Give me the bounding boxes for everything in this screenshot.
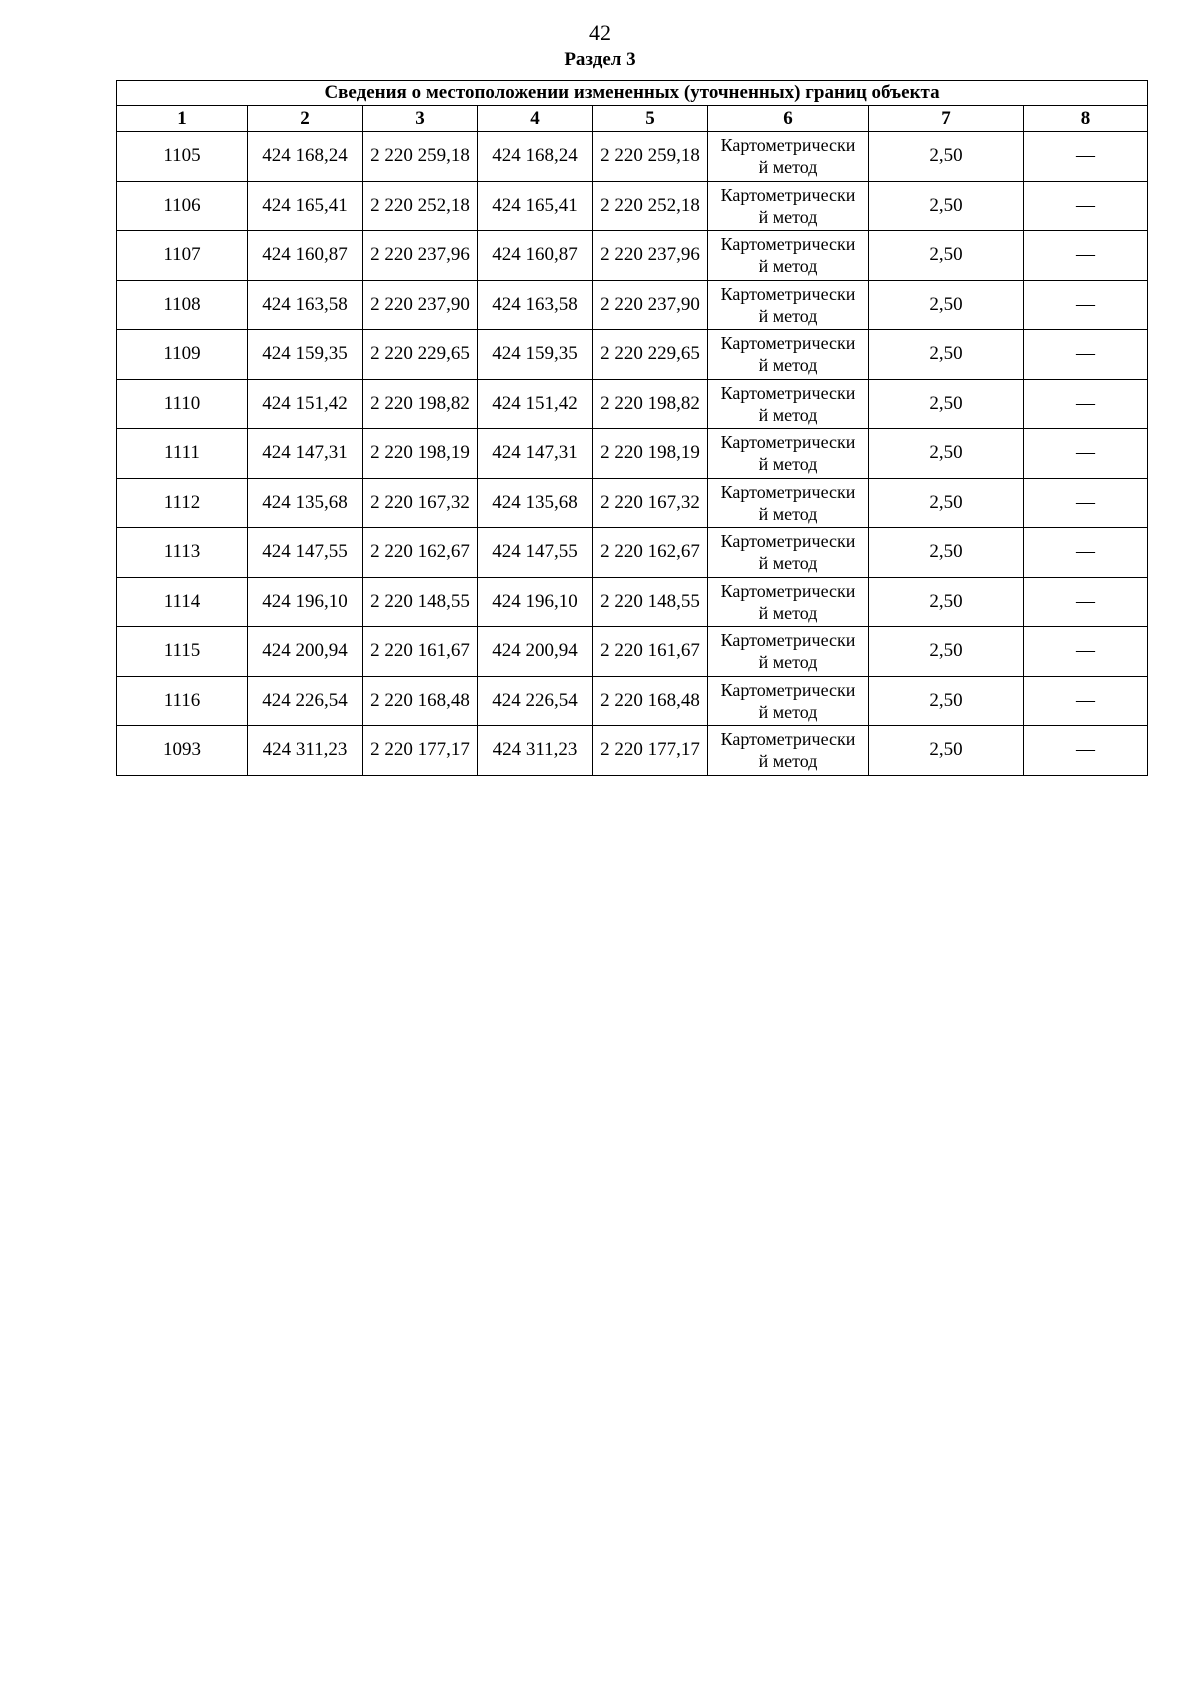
y-new-cell: 2 220 198,82 [593,379,708,429]
method-cell [708,726,869,776]
x-existing-cell: 424 165,41 [248,181,363,231]
note-cell: — [1024,676,1148,726]
column-number: 4 [478,106,593,132]
y-existing-cell: 2 220 148,55 [363,577,478,627]
y-existing-cell: 2 220 229,65 [363,330,478,380]
table-row [117,132,1148,182]
point-number-cell: 1114 [117,577,248,627]
accuracy-cell: 2,50 [869,330,1024,380]
x-new-cell: 424 163,58 [478,280,593,330]
accuracy-cell: 2,50 [869,429,1024,479]
method-line-2: й метод [758,404,818,425]
x-existing-cell: 424 311,23 [248,726,363,776]
point-number-cell: 1105 [117,132,248,182]
column-number: 5 [593,106,708,132]
y-new-cell: 2 220 177,17 [593,726,708,776]
y-existing-cell: 2 220 162,67 [363,528,478,578]
point-number-cell: 1107 [117,231,248,281]
method-line-1: Картометрически [720,135,856,156]
y-existing-cell: 2 220 237,90 [363,280,478,330]
y-new-cell: 2 220 237,96 [593,231,708,281]
x-existing-cell: 424 226,54 [248,676,363,726]
x-existing-cell: 424 135,68 [248,478,363,528]
method-line-2: й метод [758,206,818,227]
table-row [117,726,1148,776]
x-new-cell: 424 165,41 [478,181,593,231]
method-cell [708,528,869,578]
y-existing-cell: 2 220 161,67 [363,627,478,677]
y-new-cell: 2 220 168,48 [593,676,708,726]
column-number: 2 [248,106,363,132]
point-number-cell: 1113 [117,528,248,578]
x-existing-cell: 424 147,31 [248,429,363,479]
column-number: 1 [117,106,248,132]
table-row [117,577,1148,627]
boundary-coordinates-table [116,80,1148,776]
y-existing-cell: 2 220 177,17 [363,726,478,776]
note-cell: — [1024,379,1148,429]
method-line-2: й метод [758,355,818,376]
method-cell [708,478,869,528]
method-cell [708,330,869,380]
method-line-1: Картометрически [720,283,856,304]
accuracy-cell: 2,50 [869,379,1024,429]
table-caption: Сведения о местоположении измененных (уточненных) границ объекта [117,81,1148,106]
method-line-1: Картометрически [720,382,856,403]
table-row [117,231,1148,281]
method-line-2: й метод [758,454,818,475]
column-number: 3 [363,106,478,132]
x-new-cell: 424 159,35 [478,330,593,380]
note-cell: — [1024,478,1148,528]
table-row [117,627,1148,677]
method-cell [708,132,869,182]
point-number-cell: 1110 [117,379,248,429]
method-line-2: й метод [758,256,818,277]
method-line-2: й метод [758,652,818,673]
accuracy-cell: 2,50 [869,181,1024,231]
y-new-cell: 2 220 229,65 [593,330,708,380]
x-new-cell: 424 226,54 [478,676,593,726]
method-cell [708,280,869,330]
table-row [117,330,1148,380]
note-cell: — [1024,231,1148,281]
method-line-1: Картометрически [720,580,856,601]
accuracy-cell: 2,50 [869,280,1024,330]
point-number-cell: 1115 [117,627,248,677]
y-new-cell: 2 220 161,67 [593,627,708,677]
point-number-cell: 1106 [117,181,248,231]
method-cell [708,577,869,627]
accuracy-cell: 2,50 [869,528,1024,578]
y-existing-cell: 2 220 168,48 [363,676,478,726]
accuracy-cell: 2,50 [869,676,1024,726]
method-line-1: Картометрически [720,432,856,453]
table-row [117,280,1148,330]
accuracy-cell: 2,50 [869,132,1024,182]
note-cell: — [1024,528,1148,578]
column-number: 6 [708,106,869,132]
x-existing-cell: 424 159,35 [248,330,363,380]
method-cell [708,379,869,429]
x-existing-cell: 424 200,94 [248,627,363,677]
note-cell: — [1024,132,1148,182]
note-cell: — [1024,280,1148,330]
x-new-cell: 424 311,23 [478,726,593,776]
method-cell [708,429,869,479]
method-line-2: й метод [758,602,818,623]
x-existing-cell: 424 160,87 [248,231,363,281]
method-line-1: Картометрически [720,531,856,552]
method-line-2: й метод [758,305,818,326]
method-line-2: й метод [758,751,818,772]
y-existing-cell: 2 220 259,18 [363,132,478,182]
y-new-cell: 2 220 162,67 [593,528,708,578]
x-new-cell: 424 168,24 [478,132,593,182]
method-line-1: Картометрически [720,630,856,651]
y-new-cell: 2 220 148,55 [593,577,708,627]
point-number-cell: 1112 [117,478,248,528]
point-number-cell: 1093 [117,726,248,776]
column-number: 7 [869,106,1024,132]
column-number: 8 [1024,106,1148,132]
x-existing-cell: 424 151,42 [248,379,363,429]
table-row [117,528,1148,578]
y-existing-cell: 2 220 198,82 [363,379,478,429]
y-new-cell: 2 220 167,32 [593,478,708,528]
table-body [117,132,1148,776]
method-cell [708,231,869,281]
x-existing-cell: 424 196,10 [248,577,363,627]
x-existing-cell: 424 147,55 [248,528,363,578]
y-existing-cell: 2 220 198,19 [363,429,478,479]
table-row [117,429,1148,479]
note-cell: — [1024,429,1148,479]
method-cell [708,676,869,726]
section-title: Раздел 3 [564,49,636,70]
note-cell: — [1024,181,1148,231]
point-number-cell: 1111 [117,429,248,479]
x-new-cell: 424 200,94 [478,627,593,677]
x-new-cell: 424 135,68 [478,478,593,528]
method-line-2: й метод [758,157,818,178]
x-existing-cell: 424 163,58 [248,280,363,330]
accuracy-cell: 2,50 [869,726,1024,776]
point-number-cell: 1108 [117,280,248,330]
y-new-cell: 2 220 237,90 [593,280,708,330]
x-new-cell: 424 151,42 [478,379,593,429]
y-new-cell: 2 220 252,18 [593,181,708,231]
table-row [117,181,1148,231]
y-existing-cell: 2 220 167,32 [363,478,478,528]
accuracy-cell: 2,50 [869,577,1024,627]
note-cell: — [1024,577,1148,627]
method-line-2: й метод [758,553,818,574]
table-row [117,478,1148,528]
point-number-cell: 1116 [117,676,248,726]
method-line-1: Картометрически [720,184,856,205]
y-new-cell: 2 220 198,19 [593,429,708,479]
note-cell: — [1024,330,1148,380]
note-cell: — [1024,726,1148,776]
note-cell: — [1024,627,1148,677]
column-number-row [117,106,1148,132]
accuracy-cell: 2,50 [869,478,1024,528]
method-line-2: й метод [758,701,818,722]
x-new-cell: 424 196,10 [478,577,593,627]
method-cell [708,627,869,677]
accuracy-cell: 2,50 [869,231,1024,281]
method-line-1: Картометрически [720,679,856,700]
page-number: 42 [589,20,611,45]
point-number-cell: 1109 [117,330,248,380]
accuracy-cell: 2,50 [869,627,1024,677]
method-line-1: Картометрически [720,729,856,750]
x-new-cell: 424 147,31 [478,429,593,479]
method-line-2: й метод [758,503,818,524]
x-new-cell: 424 160,87 [478,231,593,281]
table-row [117,379,1148,429]
y-existing-cell: 2 220 237,96 [363,231,478,281]
x-existing-cell: 424 168,24 [248,132,363,182]
table-row [117,676,1148,726]
method-line-1: Картометрически [720,481,856,502]
method-line-1: Картометрически [720,333,856,354]
method-line-1: Картометрически [720,234,856,255]
x-new-cell: 424 147,55 [478,528,593,578]
y-existing-cell: 2 220 252,18 [363,181,478,231]
y-new-cell: 2 220 259,18 [593,132,708,182]
method-cell [708,181,869,231]
